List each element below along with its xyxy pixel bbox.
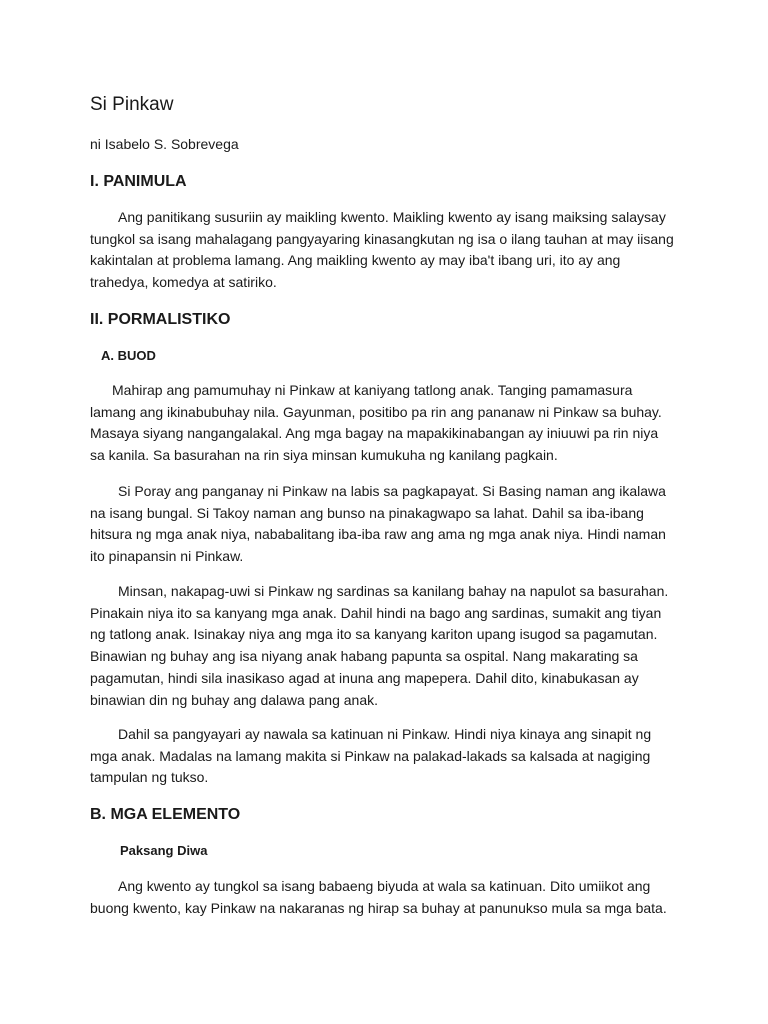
buod-paragraph-1: Mahirap ang pamumuhay ni Pinkaw at kaniyang tatlong anak. Tanging pamamasura lamang ang ikinabubuhay nila. Gayunman, positibo pa rin ang pananaw ni Pinkaw sa buhay. Masaya siyang nangangalakal. Ang mga bagay na mapakikinabangan ay iniuuwi pa rin niya sa kanila. Sa basurahan na rin siya minsan kumukuha ng kanilang pagkain. bbox=[90, 382, 662, 464]
buod-paragraph-4: Dahil sa pangyayari ay nawala sa katinuan ni Pinkaw. Hindi niya kinaya ang sinapit ng mga anak. Madalas na lamang makita si Pinkaw na palakad-lakads sa kalsada at nagiging tampulan ng tukso. bbox=[90, 726, 652, 786]
section-heading-elemento: B. MGA ELEMENTO bbox=[90, 806, 241, 823]
buod-paragraph-3: Minsan, nakapag-uwi si Pinkaw ng sardinas sa kanilang bahay na napulot sa basurahan. Pinakain niya ito sa kanyang mga anak. Dahil hindi na bago ang sardinas, sumakit ang tiyan ng tatlong anak. Isinakay niya ang mga ito sa kanyang kariton upang isugod sa pagamutan. Binawian ng buhay ang isa niyang anak habang papunta sa ospital. Nang makarating sa pagamutan, hindi sila inasikaso agad at inuna ang mapepera. Dahil dito, kinabukasan ay binawian din ng buhay ang dalawa pang anak. bbox=[90, 583, 669, 708]
subsection-heading-paksang-diwa: Paksang Diwa bbox=[120, 843, 208, 858]
paksang-diwa-paragraph: Ang kwento ay tungkol sa isang babaeng biyuda at wala sa katinuan. Dito umiikot ang buong kwento, kay Pinkaw na nakaranas ng hirap sa buhay at panunukso mula sa mga bata. bbox=[90, 878, 667, 916]
document-title: Si Pinkaw bbox=[90, 94, 174, 115]
buod-paragraph-2: Si Poray ang panganay ni Pinkaw na labis sa pagkapayat. Si Basing naman ang ikalawa na isang bungal. Si Takoy naman ang bunso na pinakagwapo sa lahat. Dahil sa iba-ibang hitsura ng mga anak niya, nababalitang iba-iba raw ang ama ng mga anak niya. Hindi naman ito pinapansin ni Pinkaw. bbox=[90, 483, 666, 565]
section-heading-pormalistiko: II. PORMALISTIKO bbox=[90, 311, 231, 328]
document-author: ni Isabelo S. Sobrevega bbox=[90, 136, 239, 152]
panimula-paragraph: Ang panitikang susuriin ay maikling kwento. Maikling kwento ay isang maiksing salaysay tungkol sa isang mahalagang pangyayaring kinasangkutan ng isa o ilang tauhan at may iisang kakintalan at problema lamang. Ang maikling kwento ay may iba't ibang uri, ito ay ang trahedya, komedya at satiriko. bbox=[90, 209, 674, 291]
section-heading-panimula: I. PANIMULA bbox=[90, 173, 187, 190]
subsection-heading-buod: A. BUOD bbox=[101, 348, 156, 363]
